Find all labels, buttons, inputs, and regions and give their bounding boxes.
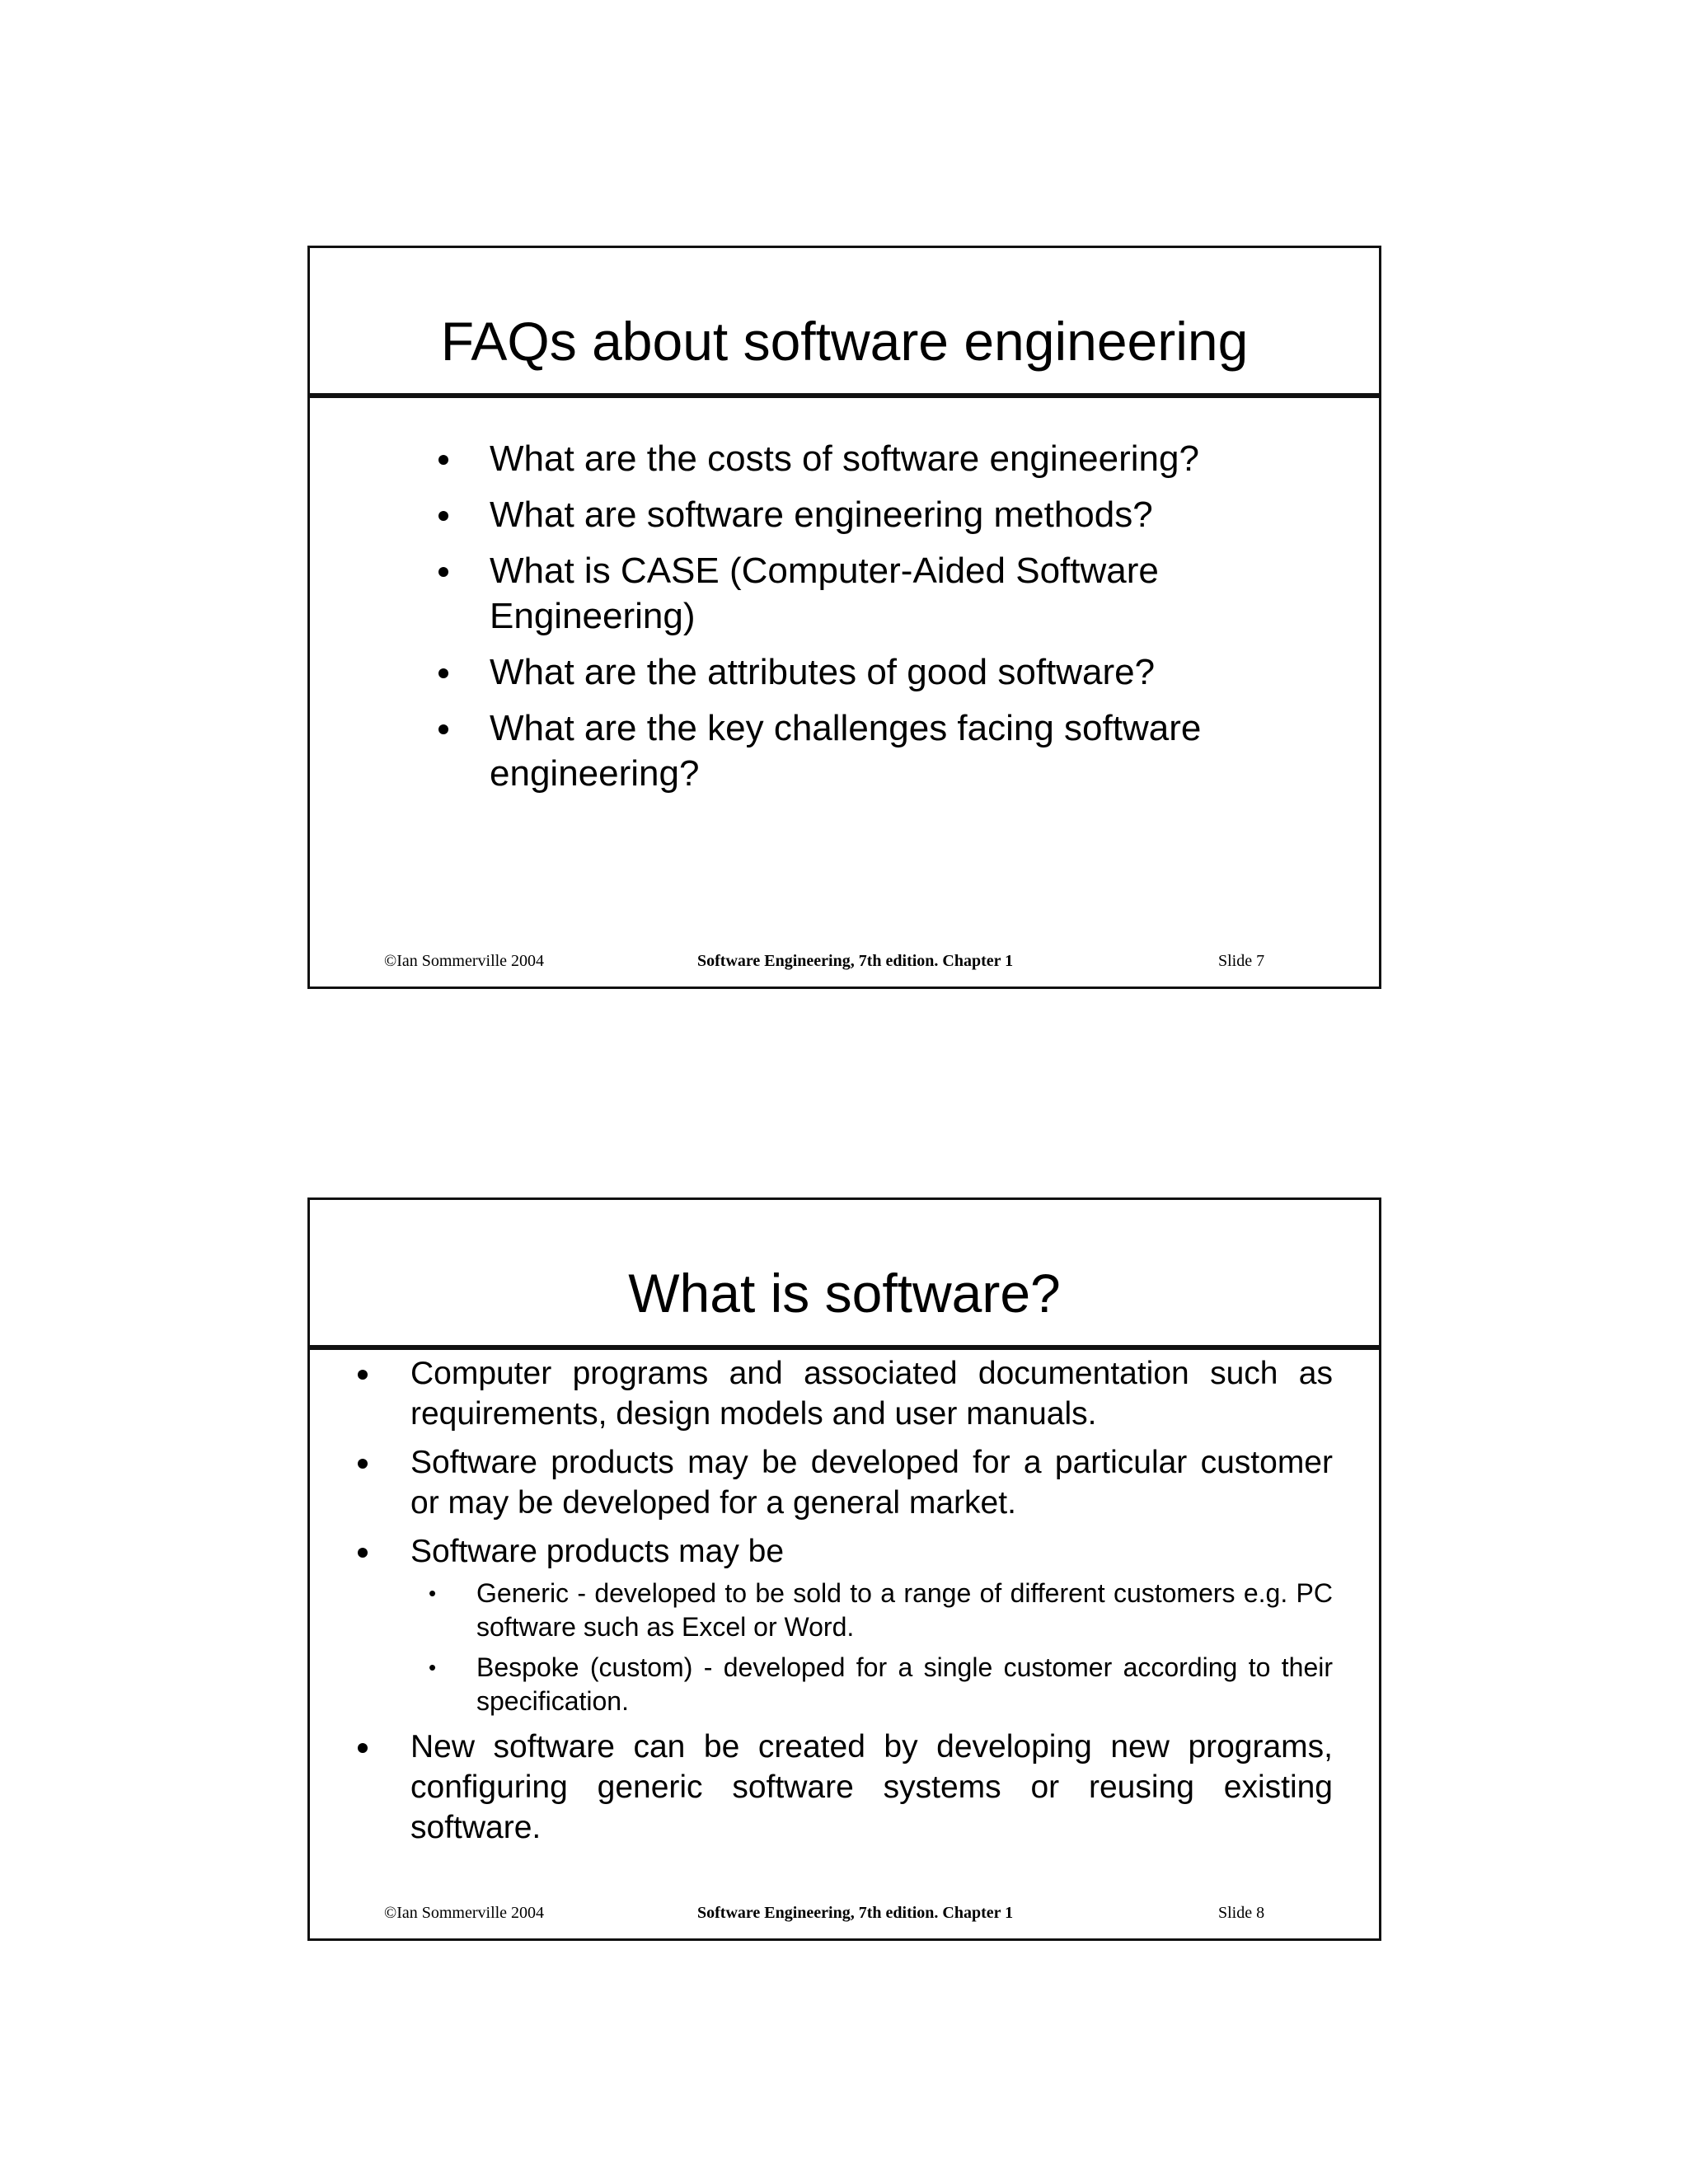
footer-slide-number: Slide 8 (1218, 1904, 1265, 1922)
list-item (310, 1531, 1381, 1718)
bullet-list (310, 436, 1384, 807)
footer-book-title: Software Engineering, 7th edition. Chapter 1 (697, 1904, 1014, 1922)
bullet-icon (438, 455, 448, 465)
slide-title-area (310, 1200, 1379, 1350)
list-item (310, 436, 1381, 481)
sub-bullet-icon: • (429, 1581, 437, 1605)
bullet-icon (438, 511, 448, 521)
bullet-text: What are the attributes of good software? (490, 652, 1156, 692)
list-item (310, 1442, 1381, 1523)
bullet-text: Computer programs and associated documentation such as requirements, design models and user manuals. (410, 1356, 1333, 1432)
slide-footer (310, 1904, 1379, 1929)
footer-slide-number: Slide 7 (1218, 952, 1265, 970)
bullet-icon (438, 567, 448, 577)
sub-bullet-icon: • (429, 1655, 437, 1680)
slide-8 (307, 1197, 1381, 1941)
slide-footer (310, 952, 1379, 977)
bullet-icon (358, 1743, 368, 1753)
slide-title-area (310, 248, 1379, 398)
bullet-icon (438, 668, 448, 678)
footer-book-title: Software Engineering, 7th edition. Chapter 1 (697, 952, 1014, 970)
bullet-icon (358, 1548, 368, 1558)
sub-list-item (410, 1577, 1333, 1644)
bullet-list (310, 1353, 1384, 1856)
bullet-text: New software can be created by developing new programs, configuring generic software systems or reusing existing software. (410, 1729, 1333, 1845)
slide-7 (307, 246, 1381, 989)
list-item (310, 705, 1381, 796)
bullet-text: Software products may be (410, 1534, 785, 1569)
footer-copyright: ©Ian Sommerville 2004 (384, 1904, 545, 1922)
sub-bullet-list (410, 1577, 1333, 1718)
bullet-icon (358, 1370, 368, 1380)
list-item (310, 1353, 1381, 1434)
sub-bullet-text: Bespoke (custom) - developed for a single customer according to their specification. (476, 1652, 1333, 1716)
list-item (310, 649, 1381, 695)
bullet-icon (438, 724, 448, 734)
bullet-text: What is CASE (Computer-Aided Software Engineering) (490, 551, 1159, 636)
bullet-text: What are the costs of software engineering? (490, 438, 1199, 479)
footer-copyright: ©Ian Sommerville 2004 (384, 952, 545, 970)
bullet-icon (358, 1459, 368, 1469)
list-item (310, 492, 1381, 537)
sub-bullet-text: Generic - developed to be sold to a range of different customers e.g. PC software such as Excel or Word. (476, 1578, 1333, 1642)
slide-title: What is software? (628, 1263, 1061, 1324)
list-item (310, 548, 1381, 639)
bullet-text: Software products may be developed for a particular customer or may be developed for a general market. (410, 1445, 1333, 1521)
bullet-text: What are the key challenges facing software engineering? (490, 708, 1202, 794)
list-item (310, 1727, 1381, 1848)
sub-list-item (410, 1651, 1333, 1718)
bullet-text: What are software engineering methods? (490, 494, 1153, 535)
slide-title: FAQs about software engineering (440, 311, 1249, 372)
